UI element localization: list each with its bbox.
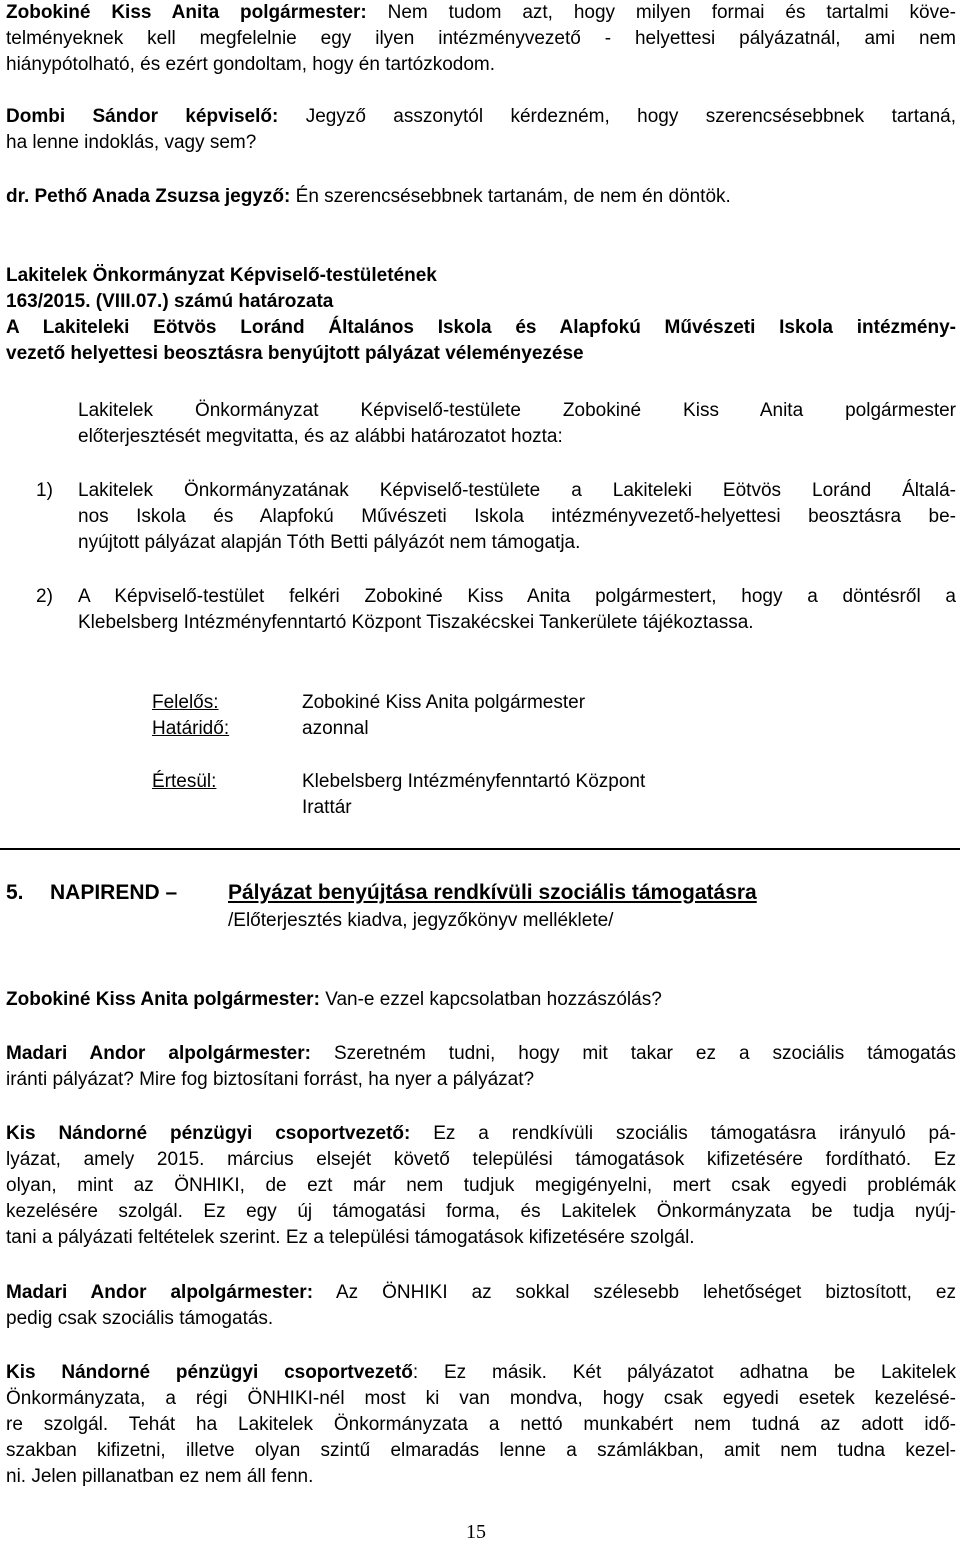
notified-label: Értesül: (152, 771, 217, 792)
resolution-intro: Lakitelek Önkormányzat Képviselő-testülete Zobokiné Kiss Anita polgármester előterjesztését megvitatta, és az alábbi határozatot hozta: (78, 400, 956, 447)
speaker-name: Dombi Sándor képviselő: (6, 106, 279, 127)
responsible-label: Felelős: (152, 692, 219, 713)
speaker-name: Zobokiné Kiss Anita polgármester: (6, 2, 367, 23)
paragraph-councillor-question: Dombi Sándor képviselő: Jegyző asszonytól kérdezném, hogy szerencsésebbnek tartaná, ha lenne indoklás, vagy sem? (6, 106, 956, 153)
paragraph-discussion-2: Madari Andor alpolgármester: Szeretném tudni, hogy mit takar ez a szociális támogatás iránti pályázat? Mire fog biztosítani forrást, ha nyer a pályázat? (6, 1043, 957, 1090)
agenda-label: NAPIREND – (50, 881, 178, 904)
resolution-heading: Lakitelek Önkormányzat Képviselő-testületének 163/2015. (VIII.07.) számú határozata A Lakiteleki Eötvös Loránd Általános Iskola és Alapfokú Művészeti Iskola intézmény- vezető helyettesi beosztásra benyújtott pályázat véleményezése (6, 265, 956, 364)
resolution-item-1: 1) Lakitelek Önkormányzatának Képviselő-testülete a Lakiteleki Eötvös Loránd Általá- nos Iskola és Alapfokú Művészeti Iskola intézményvezető-helyettesi beosztásra be- nyújtott pályázat alapján Tóth Betti pályázót nem támogatja. (36, 480, 956, 553)
speaker-name: Madari Andor alpolgármester: (6, 1282, 314, 1303)
responsible-value: Zobokiné Kiss Anita polgármester (302, 692, 586, 713)
paragraph-mayor-statement: Zobokiné Kiss Anita polgármester: Nem tudom azt, hogy milyen formai és tartalmi köve- telményeknek kell megfelelnie egy ilyen intézményvezető - helyettesi pályázatnál, ami nem hiánypótolható, és ezért gondoltam, hogy én tartózkodom. (6, 2, 956, 75)
agenda-number: 5. (6, 881, 24, 904)
paragraph-discussion-3: Kis Nándorné pénzügyi csoportvezető: Ez a rendkívüli szociális támogatásra irányuló pá- lyázat, amely 2015. március elsejét követő települési támogatások kifizetésére fordítható. Ez olyan, mint az ÖNHIKI, de ezt már nem tudjuk megigényelni, mert csak egyedi problémák kezelésére szolgál. Ez egy új támogatási forma, és Lakitelek Önkormányzata be tudja nyúj- tani a pályázati feltételek szerint. Ez a települési támogatások kifizetésére szolgál. (6, 1123, 957, 1248)
paragraph-discussion-5: Kis Nándorné pénzügyi csoportvezető: Ez másik. Két pályázatot adhatna be Lakitelek Önkormányzata, a régi ÖNHIKI-nél most ki van mondva, hogy csak egyedi esetek kezelésé- re szolgál. Tehát ha Lakitelek Önkormányzata a nettó munkabért nem tudná az adott idő- szakban kifizetni, illetve olyan szintű elmaradás lenne a számlákban, amit nem tudna kezel- ni. Jelen pillanatban ez nem áll fenn. (6, 1362, 956, 1487)
notified-value-1: Klebelsberg Intézményfenntartó Központ (302, 771, 646, 792)
speaker-name: Kis Nándorné pénzügyi csoportvezető (6, 1362, 413, 1383)
speaker-name: Zobokiné Kiss Anita polgármester: (6, 989, 320, 1010)
page-number: 15 (466, 1521, 486, 1543)
agenda-subtitle: /Előterjesztés kiadva, jegyzőkönyv melléklete/ (228, 910, 614, 931)
paragraph-discussion-1: Zobokiné Kiss Anita polgármester: Van-e ezzel kapcsolatban hozzászólás? (6, 989, 662, 1010)
item-number: 1) (36, 480, 53, 501)
speaker-name: Madari Andor alpolgármester: (6, 1043, 311, 1064)
deadline-label: Határidő: (152, 718, 230, 739)
document-page (6, 0, 956, 1541)
resolution-item-2: 2) A Képviselő-testület felkéri Zobokiné Kiss Anita polgármestert, hogy a döntésről a Klebelsberg Intézményfenntartó Központ Tiszakécskei Tankerülete tájékoztassa. (36, 586, 956, 633)
item-number: 2) (36, 586, 53, 607)
paragraph-notary-answer: dr. Pethő Anada Zsuzsa jegyző: Én szerencsésebbnek tartanám, de nem én döntök. (6, 186, 731, 207)
notified-value-2: Irattár (302, 797, 352, 818)
paragraph-discussion-4: Madari Andor alpolgármester: Az ÖNHIKI az sokkal szélesebb lehetőséget biztosított, ez pedig csak szociális támogatás. (6, 1282, 956, 1329)
speaker-name: dr. Pethő Anada Zsuzsa jegyző: (6, 186, 291, 207)
speaker-name: Kis Nándorné pénzügyi csoportvezető: (6, 1123, 411, 1144)
agenda-title: Pályázat benyújtása rendkívüli szociális támogatásra (228, 881, 757, 904)
section-divider (0, 848, 960, 850)
deadline-value: azonnal (302, 718, 369, 739)
